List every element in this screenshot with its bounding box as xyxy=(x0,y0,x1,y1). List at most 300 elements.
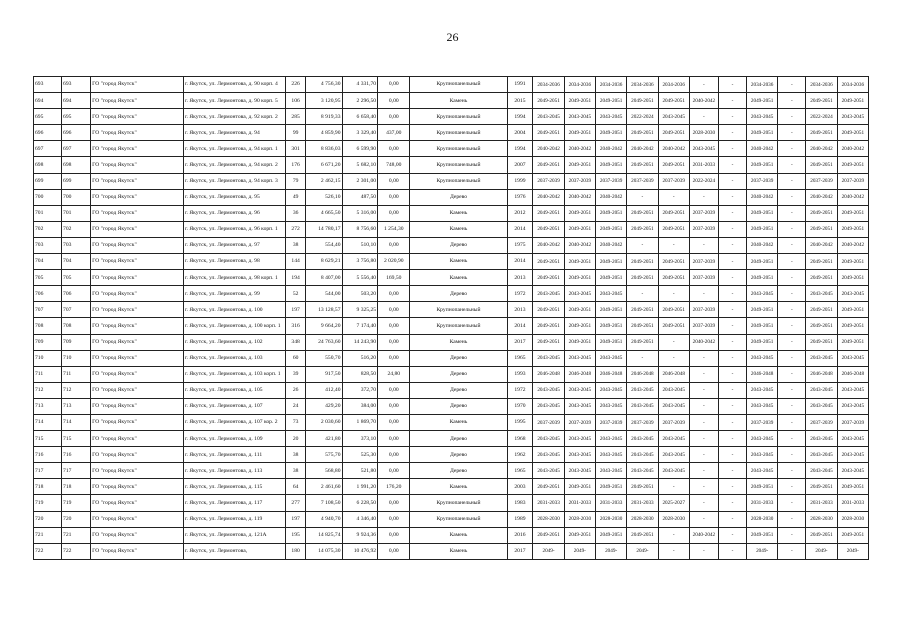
table-row xyxy=(34,109,869,125)
cell-repair-period: - xyxy=(627,237,658,253)
table-row xyxy=(34,334,869,350)
cell-repair-period: 2037-2039 xyxy=(533,173,564,189)
cell-repair-period: - xyxy=(718,221,746,237)
cell-repair-period: 2043-2045 xyxy=(837,350,868,366)
cell-repair-period: 2049- xyxy=(595,543,626,559)
cell-org: ГО "город Якутск" xyxy=(91,398,184,414)
cell-repair-period: - xyxy=(778,141,806,157)
cell-area3: 0,00 xyxy=(378,495,410,511)
cell-n1: 699 xyxy=(34,173,62,189)
cell-repair-period: 2049- xyxy=(627,543,658,559)
cell-repair-period: 2028-2030 xyxy=(747,511,778,527)
cell-n1: 694 xyxy=(34,93,62,109)
cell-area2: 9 325,25 xyxy=(342,302,378,318)
cell-repair-period: 2043-2045 xyxy=(595,447,626,463)
cell-repair-period: 2040-2042 xyxy=(689,93,718,109)
cell-repair-period: 2049-2051 xyxy=(747,302,778,318)
cell-area3: 0,00 xyxy=(378,334,410,350)
table-row xyxy=(34,350,869,366)
cell-area2: 521,80 xyxy=(342,463,378,479)
cell-repair-period: 2049-2051 xyxy=(533,334,564,350)
cell-area3: 176,20 xyxy=(378,479,410,495)
cell-area1: 412,40 xyxy=(305,382,342,398)
table-row xyxy=(34,511,869,527)
cell-repair-period: 2037-2039 xyxy=(689,270,718,286)
cell-repair-period: 2040-2042 xyxy=(595,141,626,157)
cell-repair-period: 2043-2045 xyxy=(564,447,595,463)
cell-org: ГО "город Якутск" xyxy=(91,157,184,173)
cell-addr: г. Якутск, ул. Лермонтова, д. 95 xyxy=(183,189,285,205)
cell-repair-period: 2040-2042 xyxy=(658,141,689,157)
cell-repair-period: 2025-2027 xyxy=(658,495,689,511)
cell-area3: 748,00 xyxy=(378,157,410,173)
cell-n2: 693 xyxy=(62,77,91,93)
cell-mat: Крупнопанельный xyxy=(410,318,507,334)
cell-area1: 14 780,17 xyxy=(305,221,342,237)
cell-n2: 719 xyxy=(62,495,91,511)
cell-repair-period: - xyxy=(689,479,718,495)
cell-repair-period: 2049-2051 xyxy=(837,93,868,109)
cell-mat: Дерево xyxy=(410,398,507,414)
cell-repair-period: - xyxy=(718,527,746,543)
cell-n1: 700 xyxy=(34,189,62,205)
cell-repair-period: 2049-2051 xyxy=(658,221,689,237)
cell-org: ГО "город Якутск" xyxy=(91,254,184,270)
cell-repair-period: 2049-2051 xyxy=(564,93,595,109)
cell-floors: 301 xyxy=(286,141,305,157)
cell-area1: 8 407,00 xyxy=(305,270,342,286)
cell-repair-period: 2043-2045 xyxy=(658,382,689,398)
cell-repair-period: 2037-2039 xyxy=(595,173,626,189)
cell-n2: 696 xyxy=(62,125,91,141)
cell-n2: 704 xyxy=(62,254,91,270)
cell-year: 2013 xyxy=(507,302,533,318)
cell-repair-period: 2043-2045 xyxy=(747,382,778,398)
cell-repair-period: 2040-2042 xyxy=(837,237,868,253)
cell-n1: 715 xyxy=(34,431,62,447)
cell-repair-period: 2043-2045 xyxy=(564,350,595,366)
cell-addr: г. Якутск, ул. Лермонтова, д. 98 xyxy=(183,254,285,270)
cell-area3: 1 254,30 xyxy=(378,221,410,237)
cell-org: ГО "город Якутск" xyxy=(91,205,184,221)
cell-repair-period: - xyxy=(689,286,718,302)
cell-repair-period: 2043-2045 xyxy=(837,398,868,414)
cell-area1: 4 859,90 xyxy=(305,125,342,141)
cell-repair-period: 2037-2039 xyxy=(747,414,778,430)
cell-n1: 695 xyxy=(34,109,62,125)
cell-floors: 316 xyxy=(286,318,305,334)
cell-repair-period: 2043-2045 xyxy=(533,431,564,447)
cell-repair-period: 2043-2045 xyxy=(533,382,564,398)
cell-repair-period: 2049-2051 xyxy=(837,527,868,543)
cell-repair-period: 2031-2033 xyxy=(627,495,658,511)
cell-mat: Камень xyxy=(410,334,507,350)
cell-repair-period: - xyxy=(778,447,806,463)
cell-year: 1968 xyxy=(507,431,533,447)
cell-repair-period: 2049-2051 xyxy=(747,334,778,350)
cell-repair-period: 2043-2045 xyxy=(595,382,626,398)
cell-repair-period: - xyxy=(778,109,806,125)
cell-repair-period: 2043-2045 xyxy=(627,463,658,479)
cell-n1: 720 xyxy=(34,511,62,527)
cell-repair-period: 2049- xyxy=(564,543,595,559)
cell-repair-period: 2043-2045 xyxy=(747,109,778,125)
cell-repair-period: 2043-2045 xyxy=(533,463,564,479)
table-row xyxy=(34,173,869,189)
cell-floors: 180 xyxy=(286,543,305,559)
cell-mat: Камень xyxy=(410,221,507,237)
cell-floors: 24 xyxy=(286,398,305,414)
cell-area3: 0,00 xyxy=(378,543,410,559)
cell-repair-period: 2049-2051 xyxy=(595,254,626,270)
cell-addr: г. Якутск, ул. Лермонтова, д. 111 xyxy=(183,447,285,463)
cell-area2: 10 476,92 xyxy=(342,543,378,559)
cell-repair-period: 2046-2048 xyxy=(837,366,868,382)
cell-n1: 719 xyxy=(34,495,62,511)
cell-mat: Дерево xyxy=(410,382,507,398)
cell-n2: 702 xyxy=(62,221,91,237)
cell-repair-period: 2043-2045 xyxy=(747,350,778,366)
cell-n1: 717 xyxy=(34,463,62,479)
cell-addr: г. Якутск, ул. Лермонтова, д. 90 корп. 5 xyxy=(183,93,285,109)
table-row xyxy=(34,302,869,318)
table-row xyxy=(34,77,869,93)
cell-n2: 717 xyxy=(62,463,91,479)
cell-area2: 6 228,50 xyxy=(342,495,378,511)
cell-org: ГО "город Якутск" xyxy=(91,173,184,189)
table-row xyxy=(34,382,869,398)
cell-repair-period: 2049-2051 xyxy=(806,205,837,221)
cell-n2: 705 xyxy=(62,270,91,286)
cell-year: 1975 xyxy=(507,237,533,253)
cell-repair-period: 2046-2048 xyxy=(595,366,626,382)
cell-repair-period: 2022-2024 xyxy=(806,109,837,125)
cell-repair-period: 2037-2039 xyxy=(689,205,718,221)
cell-n2: 695 xyxy=(62,109,91,125)
cell-repair-period: 2049-2051 xyxy=(806,479,837,495)
cell-repair-period: 2049-2051 xyxy=(806,318,837,334)
cell-repair-period: 2049-2051 xyxy=(658,205,689,221)
cell-area2: 503,20 xyxy=(342,286,378,302)
cell-year: 1993 xyxy=(507,366,533,382)
cell-area1: 526,10 xyxy=(305,189,342,205)
cell-area2: 525,30 xyxy=(342,447,378,463)
cell-repair-period: - xyxy=(778,286,806,302)
table-row xyxy=(34,93,869,109)
cell-floors: 36 xyxy=(286,205,305,221)
cell-repair-period: 2049-2051 xyxy=(747,125,778,141)
cell-n1: 721 xyxy=(34,527,62,543)
cell-n2: 694 xyxy=(62,93,91,109)
cell-repair-period: 2049-2051 xyxy=(806,125,837,141)
cell-area2: 2 301,00 xyxy=(342,173,378,189)
cell-repair-period: 2034-2036 xyxy=(747,77,778,93)
cell-repair-period: 2040-2042 xyxy=(595,237,626,253)
cell-area2: 6 658,40 xyxy=(342,109,378,125)
cell-area1: 554,40 xyxy=(305,237,342,253)
cell-org: ГО "город Якутск" xyxy=(91,431,184,447)
cell-repair-period: 2043-2045 xyxy=(627,382,658,398)
cell-area1: 24 763,60 xyxy=(305,334,342,350)
cell-n2: 703 xyxy=(62,237,91,253)
table-row xyxy=(34,479,869,495)
cell-repair-period: - xyxy=(689,109,718,125)
cell-repair-period: 2049-2051 xyxy=(533,254,564,270)
table-row xyxy=(34,463,869,479)
cell-repair-period: 2037-2039 xyxy=(564,173,595,189)
cell-repair-period: 2049-2051 xyxy=(747,254,778,270)
table-row xyxy=(34,543,869,559)
cell-area1: 13 128,57 xyxy=(305,302,342,318)
cell-addr: г. Якутск, ул. Лермонтова, д. 96 xyxy=(183,205,285,221)
cell-repair-period: 2037-2039 xyxy=(689,221,718,237)
cell-n2: 712 xyxy=(62,382,91,398)
cell-repair-period: 2043-2045 xyxy=(533,350,564,366)
cell-repair-period: 2022-2024 xyxy=(627,109,658,125)
cell-repair-period: 2028-2030 xyxy=(564,511,595,527)
cell-repair-period: 2037-2039 xyxy=(564,414,595,430)
table-row xyxy=(34,447,869,463)
cell-area3: 0,00 xyxy=(378,93,410,109)
cell-addr: г. Якутск, ул. Лермонтова, д. 94 корп. 3 xyxy=(183,173,285,189)
cell-n2: 697 xyxy=(62,141,91,157)
cell-repair-period: 2040-2042 xyxy=(806,189,837,205)
cell-org: ГО "город Якутск" xyxy=(91,237,184,253)
cell-repair-period: 2049-2051 xyxy=(747,205,778,221)
cell-repair-period: 2040-2042 xyxy=(806,141,837,157)
cell-repair-period: - xyxy=(778,398,806,414)
cell-repair-period: - xyxy=(718,93,746,109)
cell-area2: 5 682,10 xyxy=(342,157,378,173)
cell-repair-period: 2037-2039 xyxy=(747,173,778,189)
cell-org: ГО "город Якутск" xyxy=(91,511,184,527)
cell-area3: 0,00 xyxy=(378,447,410,463)
cell-repair-period: 2049-2051 xyxy=(627,318,658,334)
table-row xyxy=(34,495,869,511)
cell-repair-period: 2049-2051 xyxy=(806,157,837,173)
cell-area1: 917,50 xyxy=(305,366,342,382)
cell-addr: г. Якутск, ул. Лермонтова, д. 103 xyxy=(183,350,285,366)
cell-area2: 6 599,90 xyxy=(342,141,378,157)
cell-n2: 711 xyxy=(62,366,91,382)
cell-addr: г. Якутск, ул. Лермонтова, д. 98 корп. 1 xyxy=(183,270,285,286)
cell-repair-period: 2040-2042 xyxy=(533,237,564,253)
cell-year: 2004 xyxy=(507,125,533,141)
cell-mat: Дерево xyxy=(410,431,507,447)
cell-area3: 169,50 xyxy=(378,270,410,286)
cell-repair-period: 2043-2045 xyxy=(658,447,689,463)
cell-addr: г. Якутск, ул. Лермонтова, д. 100 корп. 1 xyxy=(183,318,285,334)
cell-repair-period: 2049-2051 xyxy=(533,221,564,237)
cell-repair-period: - xyxy=(718,157,746,173)
cell-mat: Крупнопанельный xyxy=(410,173,507,189)
cell-n2: 714 xyxy=(62,414,91,430)
cell-floors: 38 xyxy=(286,463,305,479)
cell-addr: г. Якутск, ул. Лермонтова, д. 107 xyxy=(183,398,285,414)
cell-repair-period: 2040-2042 xyxy=(564,189,595,205)
cell-addr: г. Якутск, ул. Лермонтова, д. 102 xyxy=(183,334,285,350)
cell-repair-period: 2049-2051 xyxy=(837,205,868,221)
cell-repair-period: 2049-2051 xyxy=(806,270,837,286)
cell-addr: г. Якутск, ул. Лермонтова, д. 99 xyxy=(183,286,285,302)
cell-area3: 0,00 xyxy=(378,527,410,543)
cell-mat: Дерево xyxy=(410,366,507,382)
cell-n2: 707 xyxy=(62,302,91,318)
cell-repair-period: - xyxy=(718,205,746,221)
cell-addr: г. Якутск, ул. Лермонтова, д. 92 корп. 2 xyxy=(183,109,285,125)
cell-repair-period: - xyxy=(658,527,689,543)
cell-repair-period: 2028-2030 xyxy=(627,511,658,527)
cell-repair-period: - xyxy=(778,511,806,527)
cell-repair-period: 2043-2045 xyxy=(564,431,595,447)
cell-mat: Камень xyxy=(410,205,507,221)
cell-repair-period: 2040-2042 xyxy=(837,141,868,157)
cell-n1: 707 xyxy=(34,302,62,318)
cell-repair-period: 2043-2045 xyxy=(658,109,689,125)
cell-repair-period: - xyxy=(778,366,806,382)
cell-repair-period: - xyxy=(689,414,718,430)
cell-repair-period: 2049-2051 xyxy=(533,93,564,109)
cell-repair-period: 2022-2024 xyxy=(689,173,718,189)
cell-repair-period: 2028-2030 xyxy=(806,511,837,527)
cell-repair-period: 2043-2045 xyxy=(747,463,778,479)
cell-addr: г. Якутск, ул. Лермонтова, д. 90 корп. 4 xyxy=(183,77,285,93)
cell-repair-period: 2043-2045 xyxy=(595,109,626,125)
cell-area1: 14 825,74 xyxy=(305,527,342,543)
cell-repair-period: 2049-2051 xyxy=(595,93,626,109)
cell-repair-period: 2049-2051 xyxy=(564,302,595,318)
cell-area1: 2 462,15 xyxy=(305,173,342,189)
cell-repair-period: 2043-2045 xyxy=(533,398,564,414)
cell-year: 2016 xyxy=(507,527,533,543)
cell-area2: 510,10 xyxy=(342,237,378,253)
cell-repair-period: 2043-2045 xyxy=(837,463,868,479)
cell-repair-period: - xyxy=(778,318,806,334)
cell-year: 1972 xyxy=(507,286,533,302)
cell-mat: Камень xyxy=(410,254,507,270)
cell-floors: 144 xyxy=(286,254,305,270)
cell-n1: 712 xyxy=(34,382,62,398)
cell-repair-period: 2037-2039 xyxy=(689,318,718,334)
cell-mat: Крупнопанельный xyxy=(410,511,507,527)
cell-area2: 1 991,20 xyxy=(342,479,378,495)
cell-mat: Крупнопанельный xyxy=(410,77,507,93)
cell-area1: 4 756,30 xyxy=(305,77,342,93)
cell-repair-period: 2049-2051 xyxy=(627,527,658,543)
cell-repair-period: 2049-2051 xyxy=(747,157,778,173)
cell-addr: г. Якутск, ул. Лермонтова, д. 109 xyxy=(183,431,285,447)
cell-repair-period: 2043-2045 xyxy=(564,286,595,302)
cell-mat: Крупнопанельный xyxy=(410,495,507,511)
cell-repair-period: 2049-2051 xyxy=(837,125,868,141)
cell-n2: 698 xyxy=(62,157,91,173)
cell-area2: 7 174,40 xyxy=(342,318,378,334)
cell-repair-period: - xyxy=(718,543,746,559)
cell-repair-period: 2028-2030 xyxy=(658,511,689,527)
cell-area3: 437,00 xyxy=(378,125,410,141)
cell-area2: 2 296,50 xyxy=(342,93,378,109)
cell-repair-period: 2049-2051 xyxy=(533,527,564,543)
cell-year: 2013 xyxy=(507,270,533,286)
cell-n1: 706 xyxy=(34,286,62,302)
cell-n2: 701 xyxy=(62,205,91,221)
cell-mat: Камень xyxy=(410,270,507,286)
cell-repair-period: - xyxy=(658,286,689,302)
cell-repair-period: - xyxy=(718,302,746,318)
cell-area3: 0,00 xyxy=(378,141,410,157)
cell-org: ГО "город Якутск" xyxy=(91,141,184,157)
cell-repair-period: 2049-2051 xyxy=(747,221,778,237)
cell-repair-period: 2043-2045 xyxy=(595,463,626,479)
cell-area3: 0,00 xyxy=(378,77,410,93)
cell-repair-period: - xyxy=(778,93,806,109)
cell-area1: 2 461,60 xyxy=(305,479,342,495)
cell-repair-period: - xyxy=(718,479,746,495)
cell-n1: 698 xyxy=(34,157,62,173)
cell-repair-period: 2049-2051 xyxy=(658,318,689,334)
cell-org: ГО "город Якутск" xyxy=(91,447,184,463)
cell-repair-period: 2043-2045 xyxy=(837,109,868,125)
cell-n2: 706 xyxy=(62,286,91,302)
cell-org: ГО "город Якутск" xyxy=(91,318,184,334)
cell-repair-period: - xyxy=(718,286,746,302)
cell-area2: 4 331,70 xyxy=(342,77,378,93)
cell-repair-period: - xyxy=(778,189,806,205)
cell-area3: 0,00 xyxy=(378,463,410,479)
cell-org: ГО "город Якутск" xyxy=(91,414,184,430)
cell-repair-period: 2043-2045 xyxy=(595,286,626,302)
cell-repair-period: 2049-2051 xyxy=(533,318,564,334)
cell-repair-period: 2043-2045 xyxy=(595,398,626,414)
cell-repair-period: 2031-2033 xyxy=(689,157,718,173)
cell-area1: 421,80 xyxy=(305,431,342,447)
cell-mat: Дерево xyxy=(410,463,507,479)
cell-n2: 716 xyxy=(62,447,91,463)
cell-floors: 38 xyxy=(286,237,305,253)
cell-mat: Дерево xyxy=(410,447,507,463)
cell-repair-period: 2049-2051 xyxy=(837,157,868,173)
cell-area1: 568,80 xyxy=(305,463,342,479)
cell-area2: 3 329,40 xyxy=(342,125,378,141)
cell-year: 1965 xyxy=(507,463,533,479)
cell-area2: 14 243,90 xyxy=(342,334,378,350)
cell-repair-period: 2037-2039 xyxy=(658,173,689,189)
cell-year: 2014 xyxy=(507,221,533,237)
cell-repair-period: 2031-2033 xyxy=(533,495,564,511)
cell-repair-period: 2049-2051 xyxy=(595,479,626,495)
cell-repair-period: 2037-2039 xyxy=(837,414,868,430)
cell-year: 2015 xyxy=(507,93,533,109)
cell-repair-period: - xyxy=(778,463,806,479)
cell-floors: 195 xyxy=(286,527,305,543)
cell-repair-period: 2043-2045 xyxy=(627,447,658,463)
cell-repair-period: 2049-2051 xyxy=(747,93,778,109)
cell-addr: г. Якутск, ул. Лермонтова, д. 94 корп. 2 xyxy=(183,157,285,173)
cell-floors: 79 xyxy=(286,173,305,189)
cell-repair-period: 2049-2051 xyxy=(564,334,595,350)
cell-repair-period: 2049-2051 xyxy=(627,479,658,495)
cell-addr: г. Якутск, ул. Лермонтова, д. 117 xyxy=(183,495,285,511)
cell-n1: 697 xyxy=(34,141,62,157)
cell-n2: 710 xyxy=(62,350,91,366)
cell-repair-period: - xyxy=(778,527,806,543)
cell-n2: 722 xyxy=(62,543,91,559)
table-row xyxy=(34,431,869,447)
cell-repair-period: - xyxy=(718,382,746,398)
cell-repair-period: - xyxy=(778,77,806,93)
cell-addr: г. Якутск, ул. Лермонтова, д. 113 xyxy=(183,463,285,479)
cell-addr: г. Якутск, ул. Лермонтова, д. 100 xyxy=(183,302,285,318)
